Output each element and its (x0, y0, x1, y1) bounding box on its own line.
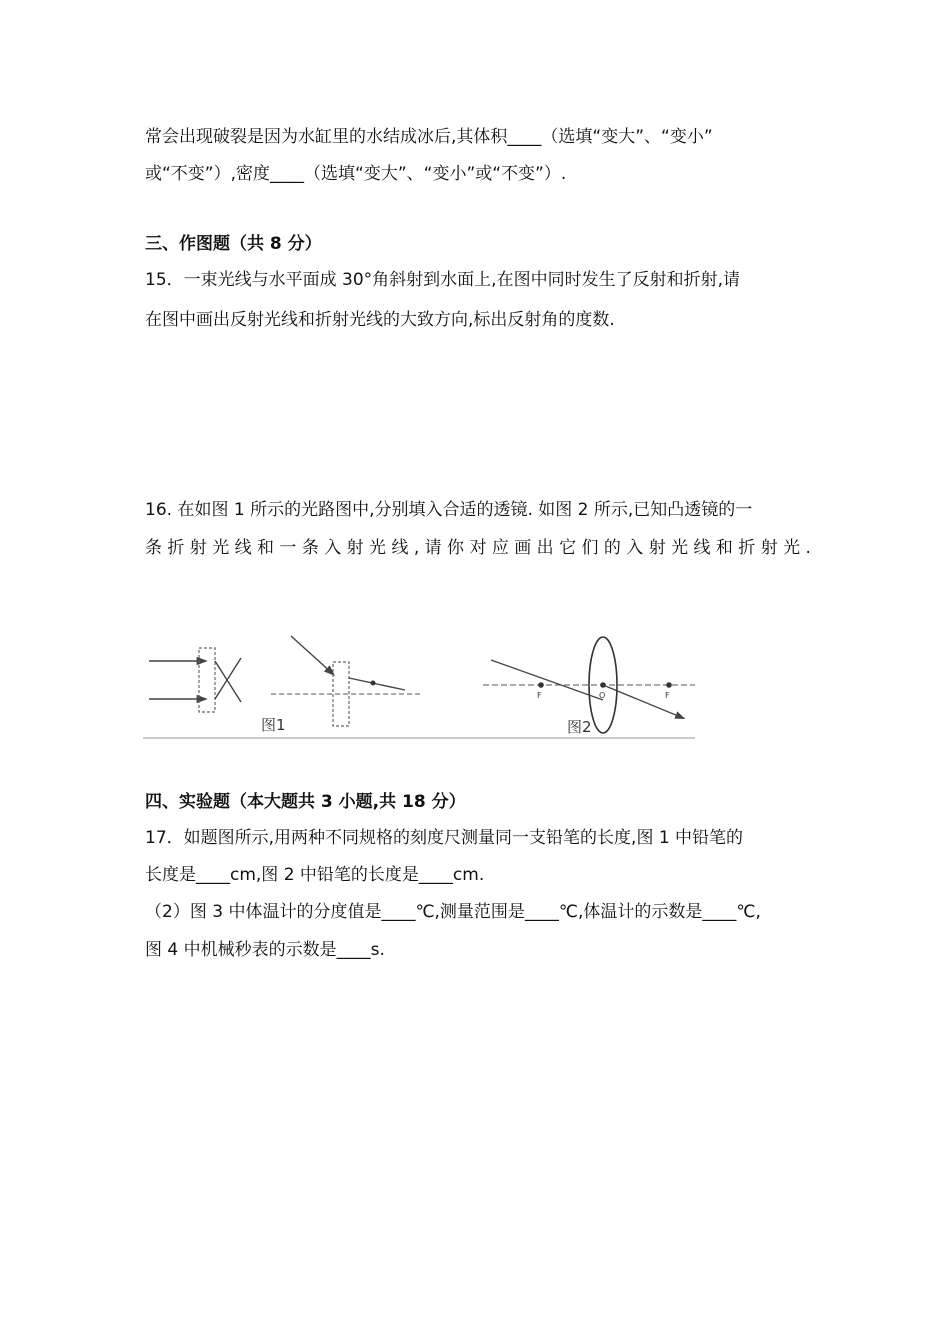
q14-line-2: 或“不变”）,密度____（选填“变大”、“变小”或“不变”）. (145, 164, 567, 184)
given-refracted-ray (491, 660, 606, 700)
q16-line-1: 16. 在如图 1 所示的光路图中,分别填入合适的透镜. 如图 2 所示,已知凸透镜的一 (145, 500, 753, 520)
fig1-left-part (149, 648, 241, 712)
focus-right-point (666, 682, 672, 688)
exit-ray-bottom (215, 658, 241, 699)
fig1-label: 图1 (261, 716, 286, 734)
fig1-right-part (261, 636, 421, 734)
exit-ray-top (215, 661, 241, 702)
center-label: O (599, 691, 606, 700)
q17-line-4: 图 4 中机械秒表的示数是____s. (145, 940, 385, 960)
section-3-heading: 三、作图题（共 8 分） (145, 234, 322, 254)
q17-line-3: （2）图 3 中体温计的分度值是____℃,测量范围是____℃,体温计的示数是____℃, (145, 902, 761, 922)
q15-line-2: 在图中画出反射光线和折射光线的大致方向,标出反射角的度数. (145, 310, 615, 330)
focus-left-label: F (537, 691, 542, 700)
fig2-label: 图2 (567, 718, 592, 736)
focus-left-point (538, 682, 544, 688)
incident-ray-slant (291, 636, 333, 674)
section-4-heading: 四、实验题（本大题共 3 小题,共 18 分） (145, 792, 466, 812)
q16-line-2: 条 折 射 光 线 和 一 条 入 射 光 线 , 请 你 对 应 画 出 它 们 的 入 射 光 线 和 折 射 光 . (145, 538, 811, 558)
q17-line-2: 长度是____cm,图 2 中铅笔的长度是____cm. (145, 865, 485, 885)
optics-figure (143, 630, 695, 740)
optical-center-point (600, 682, 606, 688)
focal-point-1 (371, 681, 376, 686)
focus-right-label: F (665, 691, 670, 700)
q17-line-1: 17．如题图所示,用两种不同规格的刻度尺测量同一支铅笔的长度,图 1 中铅笔的 (145, 828, 744, 848)
fig2 (483, 637, 695, 736)
exit-ray-1 (349, 678, 405, 690)
optics-diagram (143, 630, 695, 740)
q14-line-1: 常会出现破裂是因为水缸里的水结成冰后,其体积____（选填“变大”、“变小” (145, 127, 713, 147)
q15-line-1: 15．一束光线与水平面成 30°角斜射到水面上,在图中同时发生了反射和折射,请 (145, 270, 740, 290)
lens-box-1 (199, 648, 215, 712)
